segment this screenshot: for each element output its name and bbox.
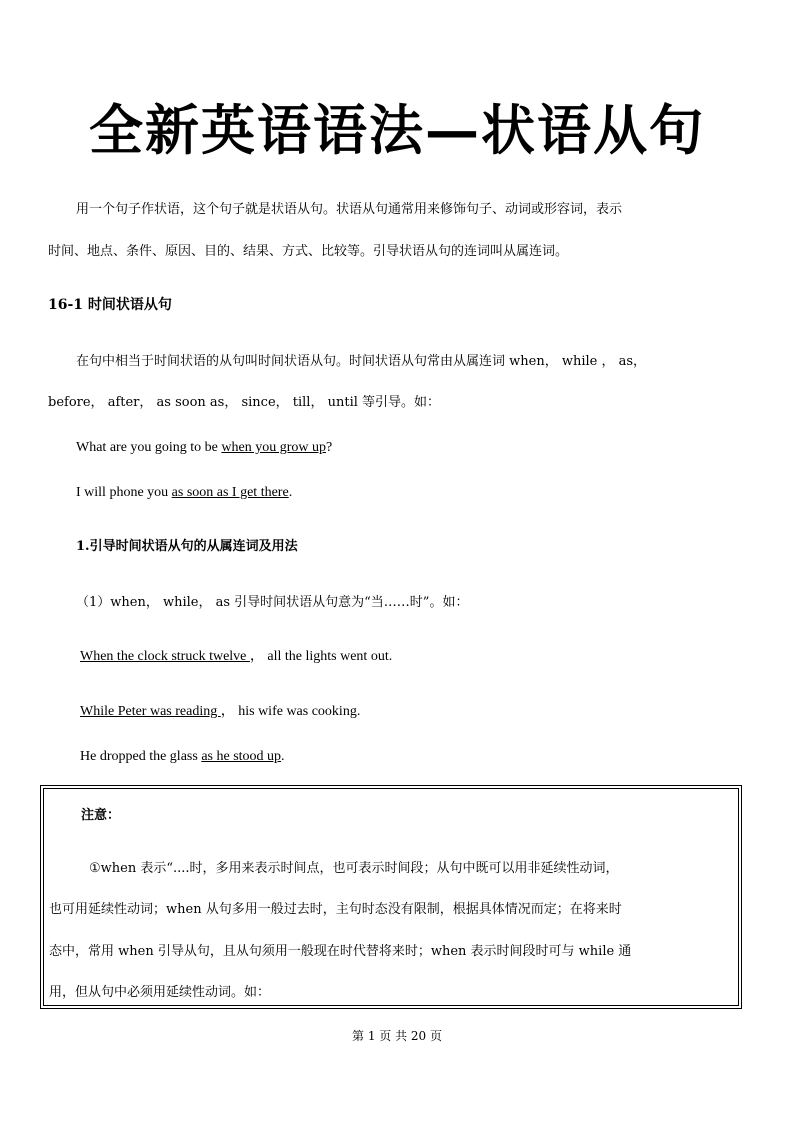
example-1-clause: when you grow up: [221, 440, 327, 455]
note-line-3: 态中，常用 when 引导从句，且从句须用一般现在时代替将来时；when 表示时间段时可与 while 通: [49, 944, 632, 959]
section-heading: 16-1 时间状语从句: [48, 297, 172, 313]
note-line-2: 也可用延续性动词；when 从句多用一般过去时，主句时态没有限制，根据具体情况而定；在将来时: [49, 902, 622, 917]
example-3: [80, 645, 392, 665]
example-2: [76, 485, 292, 501]
intro-line-1: 用一个句子作状语，这个句子就是状语从句。状语从句通常用来修饰句子、动词或形容词，表示: [76, 202, 623, 217]
example-5-clause: as he stood up: [201, 749, 282, 764]
note-line-4: 用，但从句中必须用延续性动词。如：: [49, 985, 271, 1000]
example-4-main: ， his wife was cooking.: [220, 704, 361, 719]
subheading: 1.引导时间状语从句的从属连词及用法: [76, 539, 298, 554]
example-1-main: What are you going to be: [76, 440, 222, 455]
point-1: （1）when， while， as 引导时间状语从句意为“当……时”。如：: [76, 595, 469, 610]
example-5-end: .: [281, 749, 285, 764]
example-3-clause: When the clock struck twelve: [80, 649, 250, 664]
note-label: 注意：: [81, 808, 121, 823]
example-5-main: He dropped the glass: [80, 749, 202, 764]
example-2-main: I will phone you: [76, 485, 172, 500]
example-4: [80, 700, 360, 720]
example-4-clause: While Peter was reading: [80, 704, 221, 719]
section-paragraph-line-2: before， after， as soon as， since， till， until 等引导。如：: [48, 395, 441, 410]
example-1: [76, 440, 332, 456]
page-footer: 第 1 页 共 20 页: [352, 1029, 442, 1043]
page-title: 全新英语语法—状语从句: [89, 98, 705, 162]
note-box: [40, 785, 742, 1009]
intro-line-2: 时间、地点、条件、原因、目的、结果、方式、比较等。引导状语从句的连词叫从属连词。: [48, 244, 569, 259]
example-2-end: .: [288, 485, 293, 500]
note-line-1: ①when 表示“....时，多用来表示时间点，也可表示时间段；从句中既可以用非延续性动词，: [89, 861, 619, 876]
example-3-main: ， all the lights went out.: [249, 649, 393, 664]
example-2-clause: as soon as I get there: [171, 485, 289, 500]
example-5: [80, 749, 285, 765]
section-paragraph-line-1: 在句中相当于时间状语的从句叫时间状语从句。时间状语从句常由从属连词 when， while ， as，: [76, 354, 647, 369]
example-1-end: ?: [326, 440, 333, 455]
